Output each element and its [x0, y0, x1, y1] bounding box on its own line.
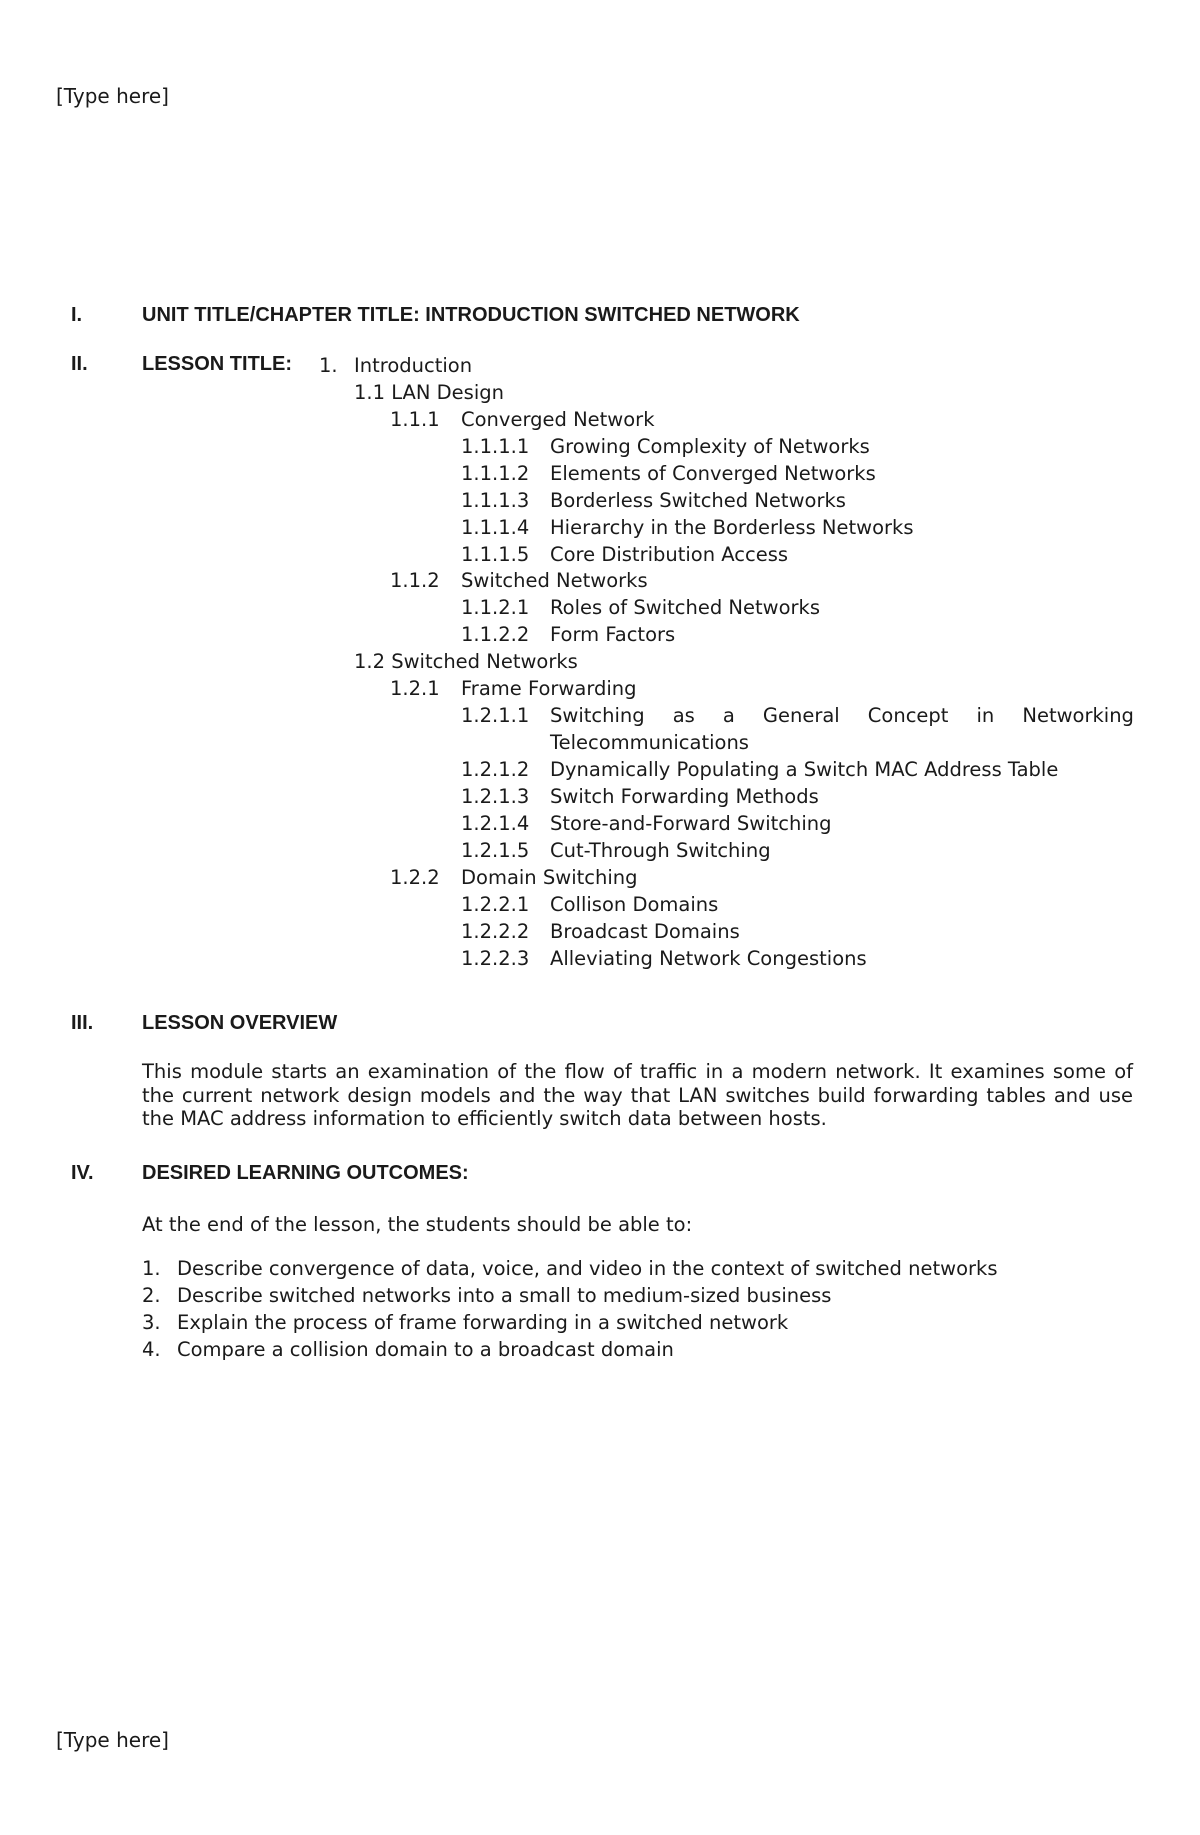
toc-word: a	[722, 704, 735, 727]
toc-text-1-2-1: Frame Forwarding	[461, 677, 637, 700]
section-number-iii: III.	[71, 1012, 94, 1034]
toc-num-1: 1.	[319, 354, 338, 377]
toc-num-1-1-1-5: 1.1.1.5	[461, 543, 530, 566]
section-number-i: I.	[71, 304, 83, 326]
toc-word: Concept	[867, 704, 949, 727]
toc-text-1-1-1-2: Elements of Converged Networks	[550, 462, 876, 485]
outcome-number: 3.	[142, 1311, 161, 1334]
toc-num-1-2-1-4: 1.2.1.4	[461, 812, 530, 835]
page-header-placeholder[interactable]: [Type here]	[56, 84, 169, 108]
outcome-number: 4.	[142, 1338, 161, 1361]
toc-num-1-1-1-4: 1.1.1.4	[461, 516, 530, 539]
toc-text-1-2-2: Domain Switching	[461, 866, 638, 889]
toc-num-1-2-2-3: 1.2.2.3	[461, 947, 530, 970]
toc-num-1-2-1: 1.2.1	[390, 677, 440, 700]
page-footer-placeholder[interactable]: [Type here]	[56, 1728, 169, 1752]
toc-text-1-1-1-4: Hierarchy in the Borderless Networks	[550, 516, 914, 539]
section-number-iv: IV.	[71, 1162, 94, 1184]
toc-text-1-2-1-3: Switch Forwarding Methods	[550, 785, 819, 808]
toc-num-1-2-1-1: 1.2.1.1	[461, 704, 530, 727]
toc-num-1-1-2-1: 1.1.2.1	[461, 596, 530, 619]
overview-paragraph: This module starts an examination of the flow of traffic in a modern network. It examines some of the current network design models and the way that LAN switches build forwarding tables and use the MAC address information to efficiently switch data between hosts.	[142, 1060, 1133, 1130]
toc-text-1-2-1-2: Dynamically Populating a Switch MAC Address Table	[550, 758, 1059, 781]
toc-num-1-1-1: 1.1.1	[390, 408, 440, 431]
toc-num-1-1-2-2: 1.1.2.2	[461, 623, 530, 646]
outcomes-title: DESIRED LEARNING OUTCOMES:	[142, 1162, 469, 1184]
toc-text-1-1-1-5: Core Distribution Access	[550, 543, 789, 566]
outcome-number: 1.	[142, 1257, 161, 1280]
toc-text-1-2-1-5: Cut-Through Switching	[550, 839, 771, 862]
toc-text-1: Introduction	[354, 354, 473, 377]
toc-text-1-1-2-2: Form Factors	[550, 623, 676, 646]
outcomes-intro: At the end of the lesson, the students should be able to:	[142, 1213, 693, 1236]
toc-text-1-2-1-1	[550, 702, 1134, 729]
toc-num-1-1-2: 1.1.2	[390, 569, 440, 592]
section-number-ii: II.	[71, 353, 88, 375]
outcome-item: Compare a collision domain to a broadcast domain	[177, 1338, 674, 1361]
overview-title: LESSON OVERVIEW	[142, 1012, 338, 1034]
toc-num-1-1-1-3: 1.1.1.3	[461, 489, 530, 512]
toc-text-1-1-1-1: Growing Complexity of Networks	[550, 435, 870, 458]
toc-text-1-2-2-1: Collison Domains	[550, 893, 719, 916]
outcome-item: Describe convergence of data, voice, and video in the context of switched networks	[177, 1257, 998, 1280]
toc-text-1-2-2-3: Alleviating Network Congestions	[550, 947, 867, 970]
toc-word: Networking	[1022, 704, 1134, 727]
toc-word: General	[762, 704, 840, 727]
toc-num-1-2-2: 1.2.2	[390, 866, 440, 889]
toc-text-1-2-2-2: Broadcast Domains	[550, 920, 740, 943]
toc-text-1-2-1-1-cont: Telecommunications	[550, 731, 749, 754]
unit-title: UNIT TITLE/CHAPTER TITLE: INTRODUCTION SWITCHED NETWORK	[142, 304, 800, 326]
toc-text-1-1-2: Switched Networks	[461, 569, 648, 592]
toc-num-1-1-1-2: 1.1.1.2	[461, 462, 530, 485]
outcome-item: Explain the process of frame forwarding in a switched network	[177, 1311, 789, 1334]
toc-num-1-2-2-2: 1.2.2.2	[461, 920, 530, 943]
toc-text-1-1-1-3: Borderless Switched Networks	[550, 489, 846, 512]
toc-num-1-2-1-3: 1.2.1.3	[461, 785, 530, 808]
toc-num-1-1-1-1: 1.1.1.1	[461, 435, 530, 458]
toc-word: in	[976, 704, 995, 727]
toc-word: Switching	[550, 704, 645, 727]
toc-text-1-2-1-4: Store-and-Forward Switching	[550, 812, 832, 835]
toc-num-1-2-2-1: 1.2.2.1	[461, 893, 530, 916]
toc-text-1-1-1: Converged Network	[461, 408, 655, 431]
toc-num-1-2-1-5: 1.2.1.5	[461, 839, 530, 862]
outcome-item: Describe switched networks into a small to medium-sized business	[177, 1284, 832, 1307]
toc-num-1-2-1-2: 1.2.1.2	[461, 758, 530, 781]
outcome-number: 2.	[142, 1284, 161, 1307]
toc-1-1: 1.1 LAN Design	[354, 381, 504, 404]
toc-word: as	[672, 704, 695, 727]
lesson-title-label: LESSON TITLE:	[142, 353, 292, 375]
toc-1-2: 1.2 Switched Networks	[354, 650, 578, 673]
toc-text-1-1-2-1: Roles of Switched Networks	[550, 596, 820, 619]
